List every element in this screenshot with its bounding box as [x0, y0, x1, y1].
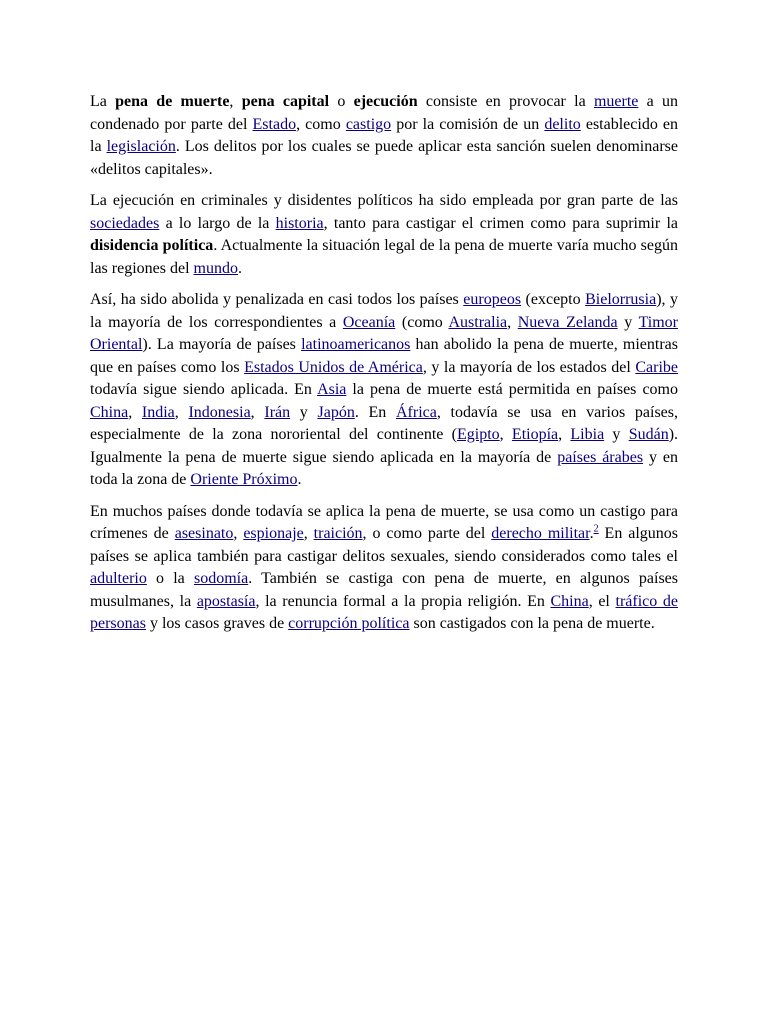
link-japon[interactable]: Japón [317, 403, 355, 421]
link-china[interactable]: China [90, 403, 129, 421]
text-run: , como [296, 115, 346, 133]
paragraph-definition [90, 91, 678, 181]
link-paises-arabes[interactable]: países árabes [557, 448, 644, 466]
text-run: , [507, 313, 518, 331]
text-run: , y la mayoría de los estados del [422, 358, 636, 376]
paragraph-world-status [90, 289, 678, 492]
text-run: consiste en provocar la [417, 93, 594, 110]
link-oriente-proximo[interactable]: Oriente Próximo [190, 471, 298, 488]
text-run: En muchos países donde todavía se aplica la pena de muerte, se usa como un castigo para crímenes de [90, 502, 678, 542]
text-run: todavía sigue siendo aplicada. En [90, 381, 318, 398]
text-run: . En [354, 403, 396, 421]
link-egipto[interactable]: Egipto [456, 426, 500, 443]
text-run: , [229, 93, 242, 110]
text-run: , la renuncia formal a la propia religión. En [255, 592, 551, 610]
link-mundo[interactable]: mundo [193, 259, 238, 277]
link-indonesia[interactable]: Indonesia [188, 403, 251, 421]
paragraph-crimes [90, 501, 678, 636]
text-run: . Los delitos por los cuales se puede aplicar esta sanción suelen denominarse «delitos capitales». [90, 138, 679, 178]
link-legislacion[interactable]: legislación [106, 138, 176, 155]
text-run: a lo largo de la [159, 214, 276, 232]
bold-term-ejecucion: ejecución [353, 93, 418, 110]
link-sodomia[interactable]: sodomía [193, 570, 249, 587]
paragraph-history [90, 190, 678, 280]
text-run: , [233, 525, 244, 542]
text-run: En algunos países se aplica también para castigar delitos sexuales, siendo considerados como tales el [90, 525, 679, 565]
text-run: por la comisión de un [391, 115, 545, 133]
link-espionaje[interactable]: espionaje [243, 525, 304, 542]
text-run: (como [395, 313, 449, 331]
link-nueva-zelanda[interactable]: Nueva Zelanda [517, 313, 618, 331]
text-run: La [90, 93, 116, 110]
text-run: establecido en la [90, 115, 679, 155]
text-run: (excepto [521, 291, 586, 308]
link-africa[interactable]: África [395, 403, 437, 421]
link-asesinato[interactable]: asesinato [174, 525, 234, 542]
link-oceania[interactable]: Oceanía [342, 313, 396, 331]
text-run: , [250, 403, 265, 421]
text-run: . [589, 525, 594, 542]
link-bielorrusia[interactable]: Bielorrusia [585, 291, 657, 308]
text-run: . [237, 259, 242, 277]
text-run: , [303, 525, 314, 542]
bold-term-pena-capital: pena capital [241, 93, 330, 110]
text-run: a un condenado por parte del [90, 93, 679, 133]
text-run: La ejecución en criminales y disidentes políticos ha sido empleada por gran parte de las [90, 192, 678, 209]
link-adulterio[interactable]: adulterio [90, 570, 147, 587]
text-run: Así, ha sido abolida y penalizada en casi todos los países [90, 291, 464, 308]
document-page [90, 91, 678, 645]
text-run: , o como parte del [362, 525, 492, 542]
link-trafico-de-personas[interactable]: tráfico de personas [90, 592, 678, 632]
link-traicion[interactable]: traición [313, 525, 363, 542]
text-run: ). La mayoría de países [142, 336, 302, 353]
link-india[interactable]: India [141, 403, 175, 421]
text-run: y [604, 426, 629, 443]
link-asia[interactable]: Asia [317, 381, 347, 398]
link-muerte[interactable]: muerte [593, 93, 639, 110]
link-europeos[interactable]: europeos [463, 291, 522, 308]
text-run: han abolido la pena de muerte, mientras que en países como los [90, 336, 678, 376]
text-run: y [617, 313, 639, 331]
link-sociedades[interactable]: sociedades [90, 214, 160, 232]
text-run: , el [588, 592, 616, 610]
text-run: la pena de muerte está permitida en países como [346, 381, 679, 398]
text-run: , todavía se usa en varios países, especialmente de la zona nororiental del continente ( [90, 403, 679, 443]
text-run: , [128, 403, 142, 421]
link-corrupcion-politica[interactable]: corrupción política [288, 615, 410, 632]
link-historia[interactable]: historia [275, 214, 324, 232]
text-run: , [499, 426, 512, 443]
link-china[interactable]: China [550, 592, 589, 610]
link-iran[interactable]: Irán [264, 403, 291, 421]
link-timor-oriental[interactable]: Timor Oriental [90, 313, 678, 353]
link-sudan[interactable]: Sudán [628, 426, 669, 443]
link-derecho-militar[interactable]: derecho militar [491, 525, 590, 542]
link-latinoamericanos[interactable]: latinoamericanos [301, 336, 411, 353]
link-delito[interactable]: delito [544, 115, 581, 133]
text-run: , [558, 426, 571, 443]
link-caribe[interactable]: Caribe [635, 358, 678, 376]
text-run: y los casos graves de [145, 615, 289, 632]
text-run: y en toda la zona de [90, 448, 678, 488]
text-run: son castigados con la pena de muerte. [409, 615, 655, 632]
link-australia[interactable]: Australia [448, 313, 508, 331]
bold-term-pena-de-muerte: pena de muerte [115, 93, 230, 110]
text-run: o la [146, 570, 194, 587]
text-run: . [297, 471, 302, 488]
bold-term-disidencia-politica: disidencia política [90, 237, 214, 254]
text-run: ). Igualmente la pena de muerte sigue siendo aplicada en la mayoría de [90, 426, 679, 466]
footnote-reference-link[interactable]: 2 [593, 523, 599, 535]
text-run: ), y la mayoría de los correspondientes a [90, 291, 679, 331]
link-castigo[interactable]: castigo [345, 115, 392, 133]
text-run: , tanto para castigar el crimen como para suprimir la [323, 214, 678, 232]
link-etiopia[interactable]: Etiopía [511, 426, 559, 443]
text-run: o [329, 93, 354, 110]
text-run: , [174, 403, 189, 421]
link-apostasia[interactable]: apostasía [196, 592, 256, 610]
link-libia[interactable]: Libia [570, 426, 605, 443]
link-estados-unidos-de-america[interactable]: Estados Unidos de América [244, 358, 423, 376]
text-run: . Actualmente la situación legal de la pena de muerte varía mucho según las regiones del [90, 237, 678, 277]
text-run: y [290, 403, 318, 421]
text-run: . También se castiga con pena de muerte, en algunos países musulmanes, la [90, 570, 679, 610]
link-estado[interactable]: Estado [252, 115, 297, 133]
